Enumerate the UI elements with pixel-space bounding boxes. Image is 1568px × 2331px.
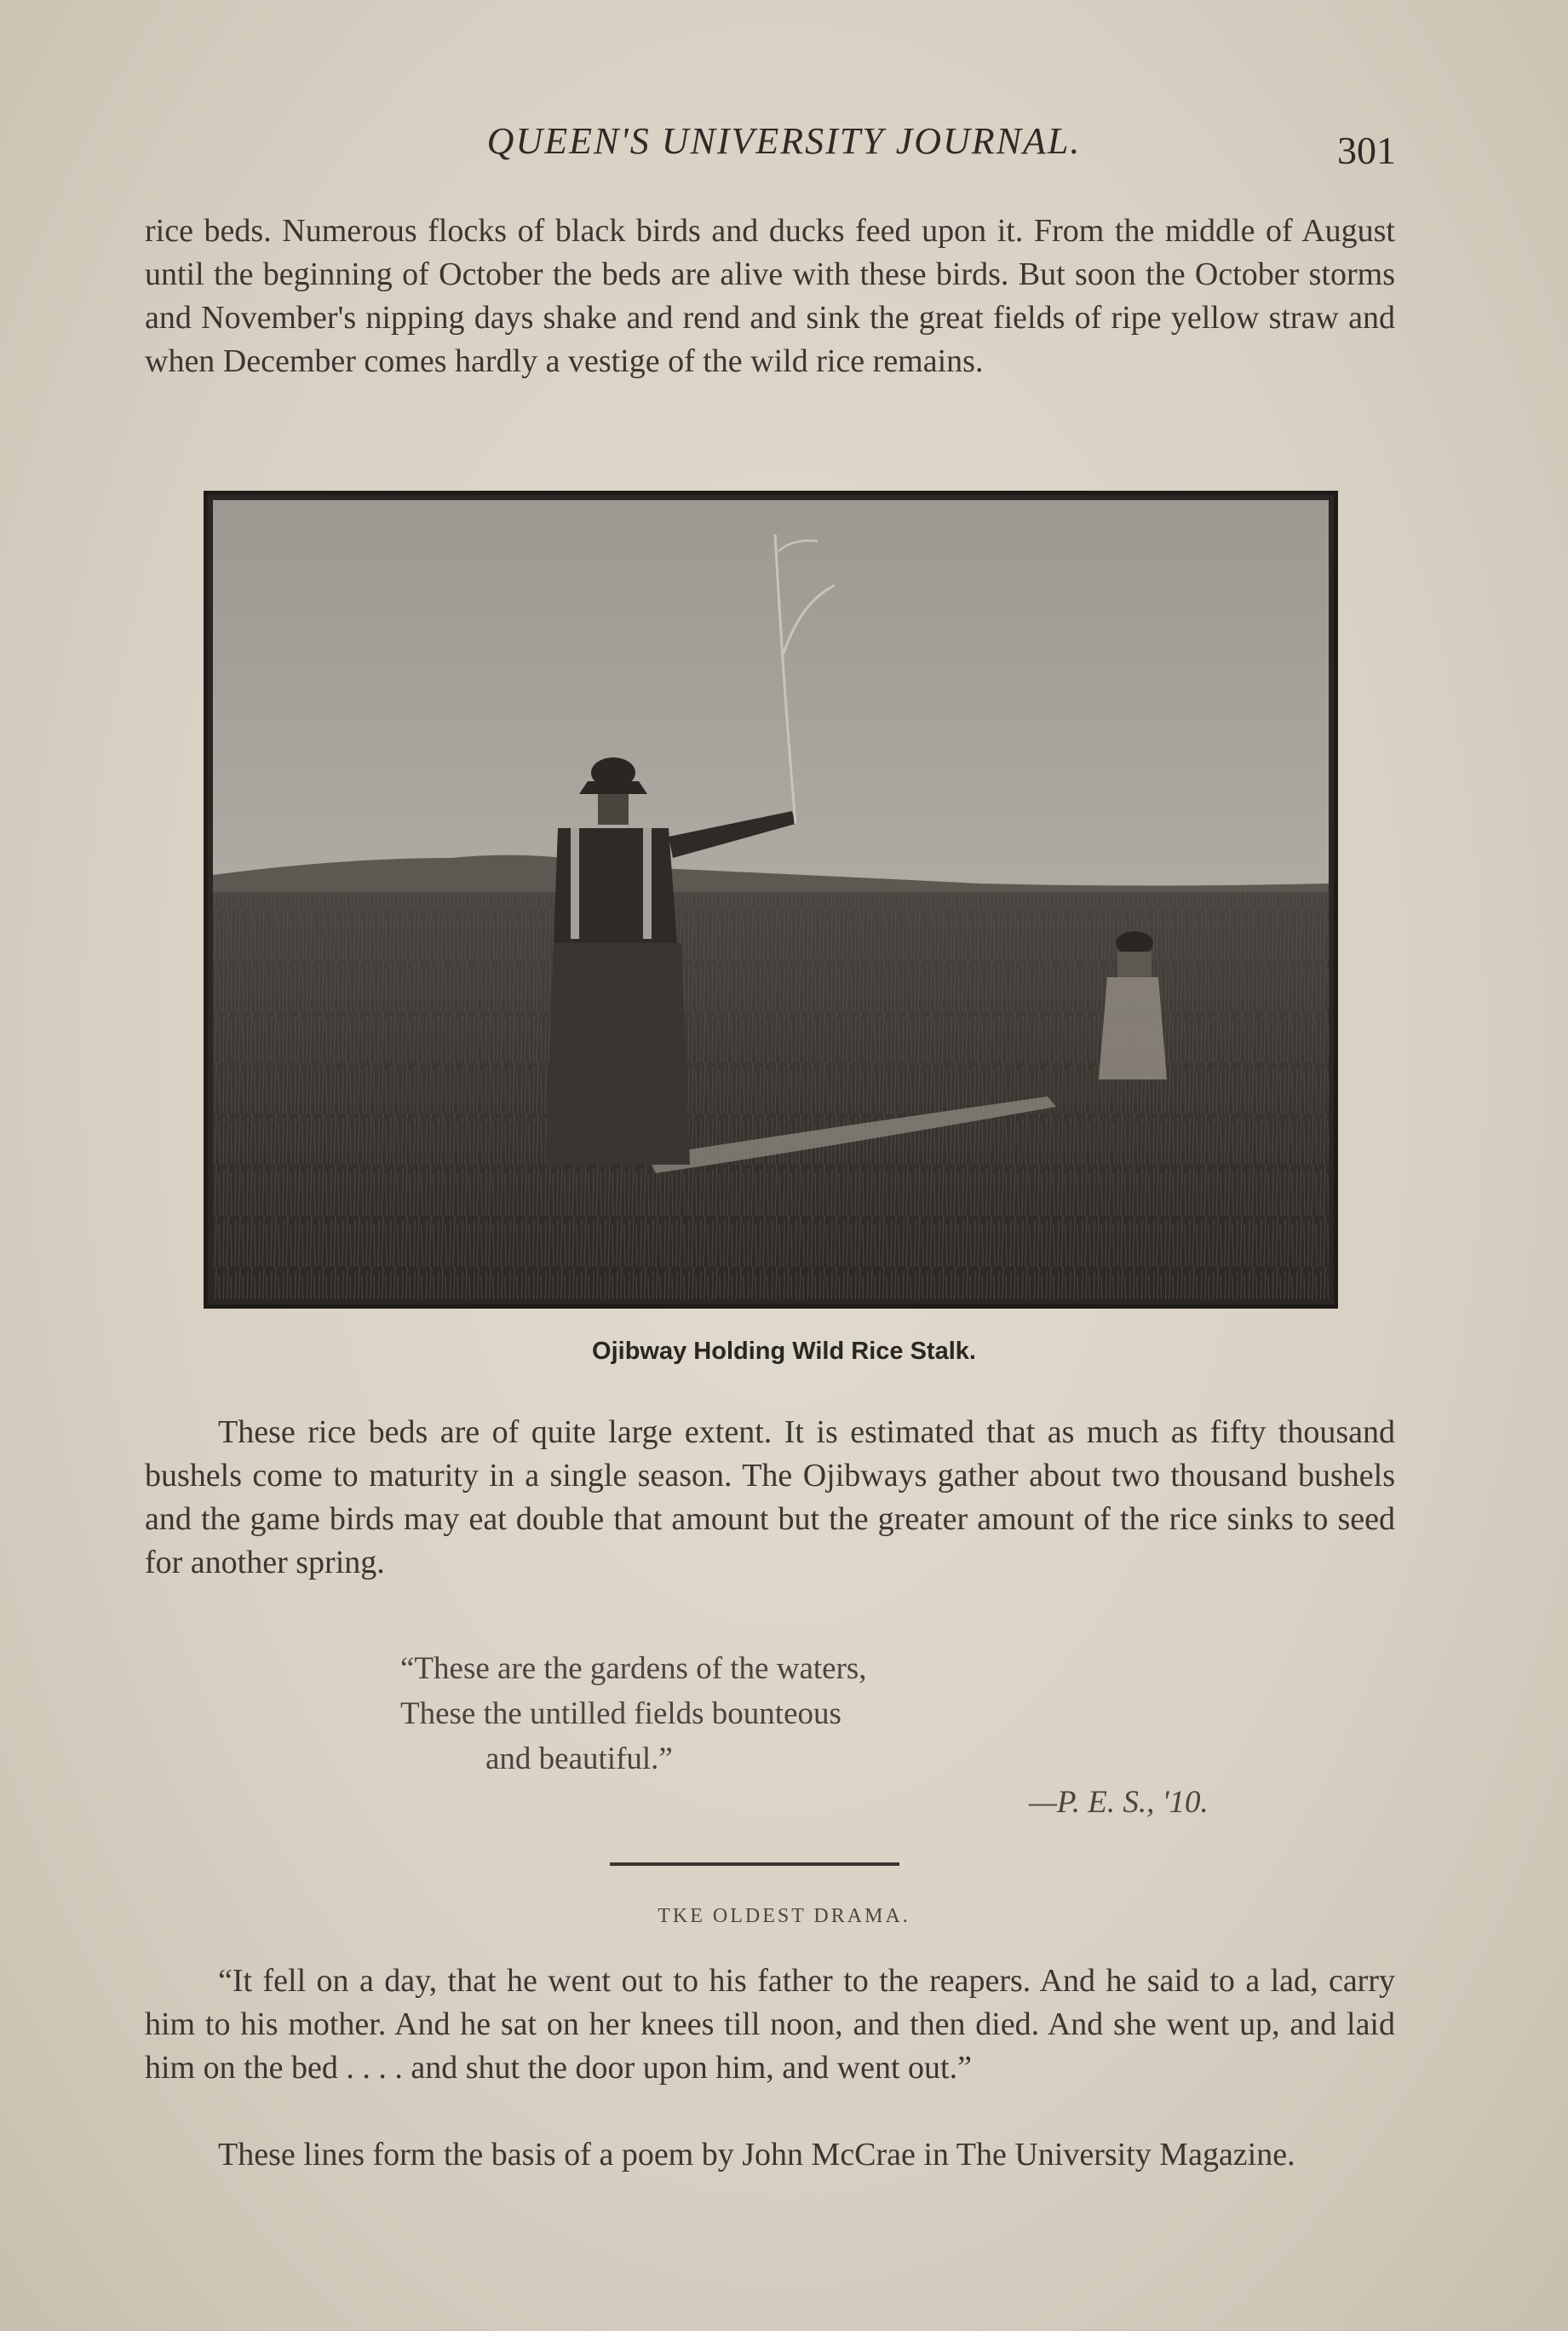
verse-line-3: and beautiful.” (485, 1741, 673, 1776)
ojibway-photo (213, 500, 1329, 1299)
figure-caption: Ojibway Holding Wild Rice Stalk. (592, 1338, 976, 1365)
verse-line-2: These the untilled fields bounteous (400, 1696, 841, 1731)
page-number: 301 (1337, 129, 1396, 172)
section-title: TKE OLDEST DRAMA. (658, 1905, 910, 1927)
verse-quote (400, 1646, 867, 1781)
verse-line-1: “These are the gardens of the waters, (400, 1651, 867, 1686)
verse-attribution: —P. E. S., '10. (1029, 1785, 1209, 1820)
photo-frame (204, 491, 1338, 1309)
paragraph-bottom-1: “It fell on a day, that he went out to his father to the reapers. And he said to a lad, carry him to his mother. And he sat on her knees till noon, and then died. And she went up, and laid him on the bed . . . . and shut the door upon him, and went out.” (145, 1963, 1395, 2086)
paragraph-top: rice beds. Numerous flocks of black birds and ducks feed upon it. From the middle of August until the beginning of October the beds are alive with these birds. But soon the October storms and November's nipping days shake and rend and sink the great fields of ripe yellow straw and when December comes hardly a vestige of the wild rice remains. (145, 213, 1395, 379)
running-head: QUEEN'S UNIVERSITY JOURNAL. (486, 120, 1082, 162)
section-divider (610, 1862, 899, 1866)
paragraph-middle: These rice beds are of quite large extent. It is estimated that as much as fifty thousand bushels come to maturity in a single season. The Ojibways gather about two thousand bushels and the game birds may eat double that amount but the greater amount of the rice sinks to seed for another spring. (145, 1414, 1395, 1580)
paragraph-bottom-2: These lines form the basis of a poem by John McCrae in The University Magazine. (218, 2137, 1295, 2173)
